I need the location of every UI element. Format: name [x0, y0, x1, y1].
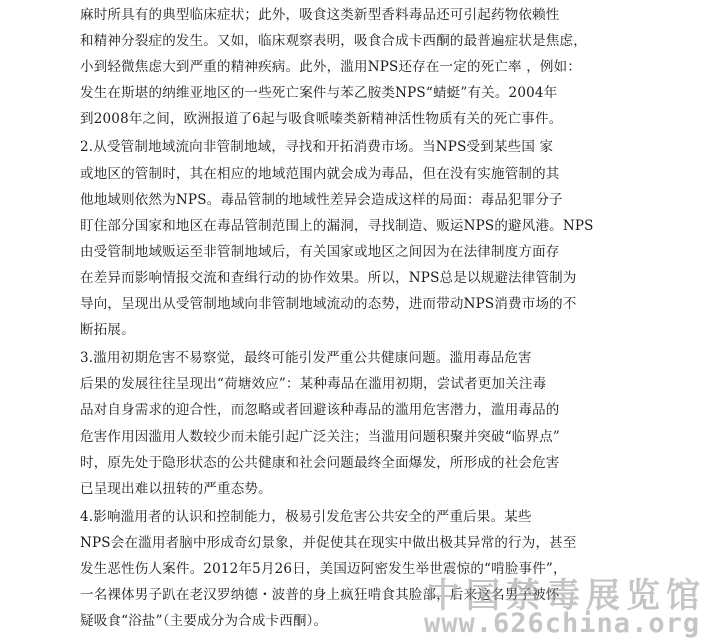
paragraph-4: 4.影响滥用者的认识和控制能力，极易引发危害公共安全的严重后果。某些 NPS会在滥用者脑中形成奇幻景象，并促使其在现实中做出极其异常的行为，甚至 发生恶性伤人案件。2012年5月26日，美国迈阿密发生举世震惊的“啃脸事件”， 一名裸体男子趴在老汉罗纳德・波普的身上疯狂啃食其脸部，后来这名男子被怀 疑吸食“浴盐”（主要成分为合成卡西酮）。	[80, 508, 577, 630]
document-body	[80, 2, 640, 634]
watermark-url: www.626china.org	[424, 608, 701, 639]
paragraph-2: 2.从受管制地域流向非管制地域，寻找和开拓消费市场。当NPS受到某些国 家 或地区的管制时，其在相应的地域范围内就会成为毒品，但在没有实施管制的其 他地域则依然为NPS。毒品管制的地域性差异会造成这样的局面：毒品犯罪分子 盯住部分国家和地区在毒品管制范围上的漏洞，寻找制造、贩运NPS的避风港。NPS 由受管制地域贩运至非管制地域后，有关国家或地区之间因为在法律制度方面存 在差异而影响情报交流和查缉行动的协作效果。所以，NPS总是以规避法律管制为 导向，呈现出从受管制地域向非管制地域流动的态势，进而带动NPS消费市场的不 断拓展。	[80, 139, 594, 339]
paragraph-3: 3.滥用初期危害不易察觉，最终可能引发严重公共健康问题。滥用毒品危害 后果的发展往往呈现出“荷塘效应”：某种毒品在滥用初期，尝试者更加关注毒 品对自身需求的迎合性，而忽略或者回避该种毒品的滥用危害潜力，滥用毒品的 危害作用因滥用人数较少而未能引起广泛关注；当滥用问题积聚并突破“临界点” 时，原先处于隐形状态的公共健康和社会问题最终全面爆发，所形成的社会危害 已呈现出难以扭转的严重态势。	[80, 350, 561, 497]
watermark-title: 中国禁毒展览馆	[426, 576, 706, 616]
paragraph-1: 麻时所具有的典型临床症状；此外，吸食这类新型香料毒品还可引起药物依赖性 和精神分裂症的发生。又如，临床观察表明，吸食合成卡西酮的最普遍症状是焦虑， 小到轻微焦虑大到严重的精神疾病。此外，滥用NPS还存在一定的死亡率 ，例如： 发生在斯堪的纳维亚地区的一些死亡案件与苯乙胺类NPS“蜻蜓”有关。2004年 到2008年之间，欧洲报道了6起与吸食哌嗪类新精神活性物质有关的死亡事件。	[80, 7, 587, 128]
